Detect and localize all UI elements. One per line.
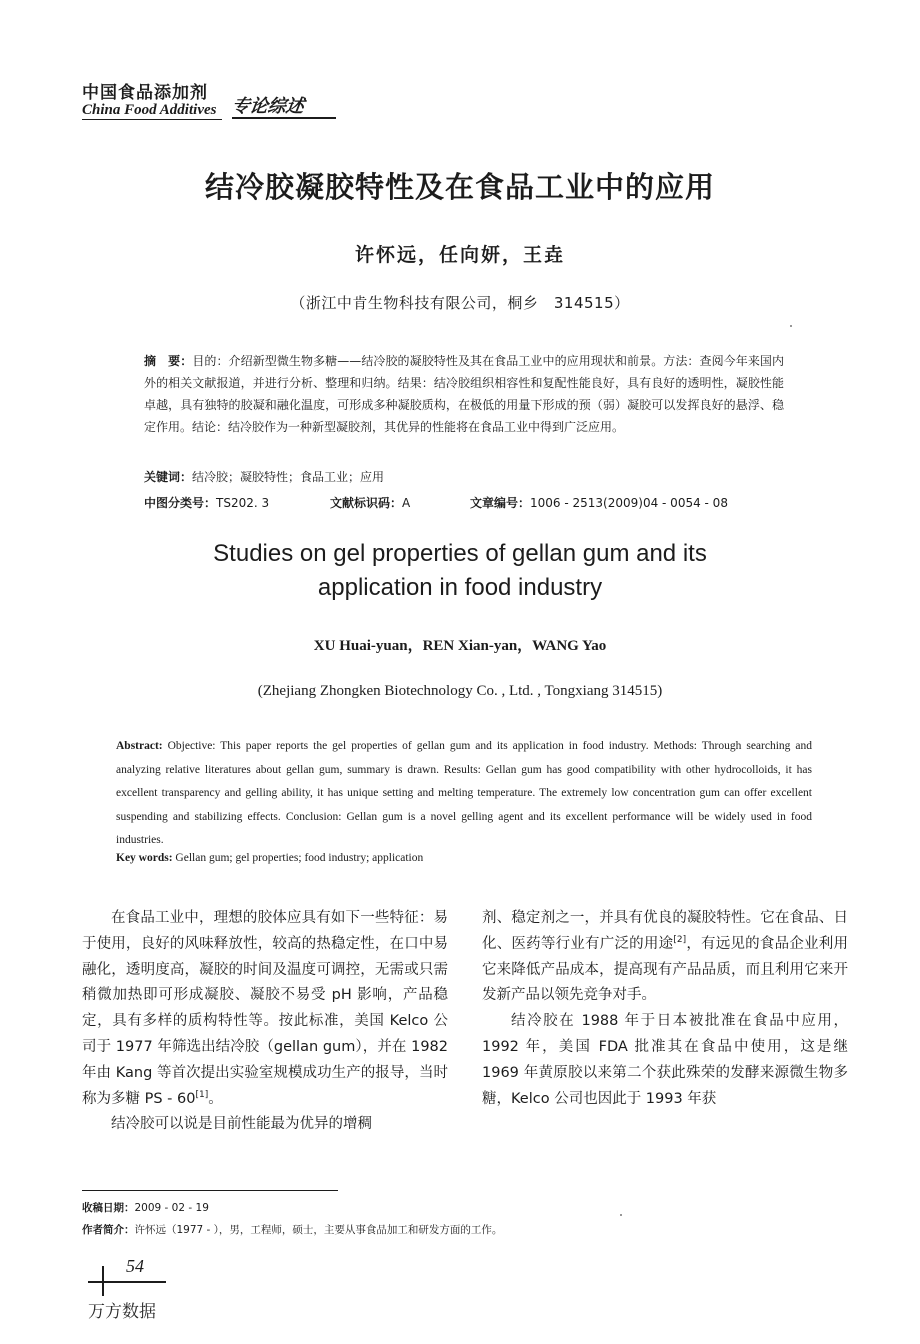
article-no-label: 文章编号： (470, 496, 531, 510)
clc-number (144, 494, 269, 511)
keywords-cn-text: 结冷胶；凝胶特性；食品工业；应用 (192, 470, 385, 484)
clc-value: TS202. 3 (216, 496, 270, 510)
body-column-right (482, 906, 848, 1112)
watermark: 万方数据 (88, 1302, 156, 1322)
abstract-cn (144, 350, 784, 438)
authors-cn: 许怀远，任向妍，王垚 (354, 244, 565, 266)
section-tag-underline (232, 117, 336, 119)
affiliation-en: (Zhejiang Zhongken Biotechnology Co. , Ltd. , Tongxiang 314515) (257, 683, 663, 699)
abstract-cn-label: 摘 要： (144, 354, 193, 368)
scan-speck (790, 325, 792, 327)
journal-title-en: China Food Additives (82, 101, 222, 120)
body-paragraph (82, 906, 448, 1112)
article-title-en (0, 537, 920, 605)
body-text: ，有远见的食品企业利用它来降低产品成本，提高现有产品品质，而且利用它来开发新产品以领先竞争对手。 (482, 935, 848, 1004)
keywords-cn-label: 关键词： (144, 470, 193, 484)
title-en-line-1: Studies on gel properties of gellan gum and its (213, 540, 707, 567)
citation-ref: [2] (673, 934, 687, 945)
section-tag: 专论综述 (230, 96, 306, 117)
body-column-left (82, 906, 448, 1138)
footnote-author (82, 1222, 502, 1237)
abstract-en (116, 735, 812, 853)
abstract-cn-text: 目的：介绍新型微生物多糖——结冷胶的凝胶特性及其在食品工业中的应用现状和前景。方法：查阅今年来国内外的相关文献报道，并进行分析、整理和归纳。结果：结冷胶组织相容性和复配性能良好，具有良好的透明性，凝胶性能卓越，具有独特的胶凝和融化温度，可形成多种凝胶质构，在极低的用量下形成的预（弱）凝胶可以发挥良好的悬浮、稳定作用。结论：结冷胶作为一种新型凝胶剂，其优异的性能将在食品工业中得到广泛应用。 (144, 354, 784, 434)
footnote-received (82, 1200, 209, 1215)
keywords-cn (144, 468, 384, 485)
body-text: 结冷胶在 1988 年于日本被批准在食品中应用，1992 年，美国 FDA 批准其在食品中使用，这是继 1969 年黄原胶以来第二个获此殊荣的发酵来源微生物多糖，Kelco 公司也因此于 1993 年获 (482, 1013, 848, 1107)
doc-code-value: A (402, 496, 411, 510)
body-text: 结冷胶可以说是目前性能最为优异的增稠 (111, 1116, 372, 1133)
citation-ref: [1] (195, 1089, 209, 1100)
keywords-en (116, 852, 423, 864)
page-mark-horizontal (88, 1281, 166, 1283)
body-paragraph (482, 906, 848, 1009)
keywords-en-label: Key words: (116, 852, 173, 864)
doc-code-label: 文献标识码： (330, 496, 403, 510)
document-code (330, 494, 410, 511)
page-mark-vertical (102, 1266, 104, 1296)
body-paragraph (482, 1009, 848, 1112)
body-text: 在食品工业中，理想的胶体应具有如下一些特征：易于使用，良好的风味释放性，较高的热稳定性，在口中易融化，透明度高，凝胶的时间及温度可调控，无需或只需稍微加热即可形成凝胶、凝胶不易受 pH 影响，产品稳定，具有多样的质构特性等。按此标准，美国 Kelco 公司于 1977 年筛选出结冷胶（gellan gum），并在 1982 年由 Kang 等首次提出实验室规模成功生产的报导，当时称为多糖 PS - 60 (82, 910, 448, 1107)
article-title-cn: 结冷胶凝胶特性及在食品工业中的应用 (204, 170, 715, 204)
title-en-line-2: application in food industry (317, 574, 603, 601)
abstract-en-text: Objective: This paper reports the gel properties of gellan gum and its application in food industry. Methods: Through searching and analyzing relative literatures about gellan gum, summary is drawn. Results: Gellan gum has good compatibility with other hydrocolloids, it has excellent transparency and gelling ability, it has unique setting and melting temperature. The extremely low concentration gum can offer excellent suspending and stabilizing effects. Conclusion: Gellan gum is a novel gelling agent and its excellent performance will be widely used in food industries. (116, 740, 812, 846)
page-number: 54 (126, 1256, 144, 1276)
abstract-en-label: Abstract: (116, 740, 163, 752)
author-bio-label: 作者简介： (82, 1224, 135, 1236)
scan-speck (620, 1214, 622, 1216)
author-bio: 许怀远（1977 - ），男，工程师，硕士，主要从事食品加工和研发方面的工作。 (134, 1224, 503, 1236)
received-date: 2009 - 02 - 19 (134, 1202, 209, 1214)
affiliation-cn: （浙江中肯生物科技有限公司，桐乡 314515） (290, 294, 630, 312)
clc-label: 中图分类号： (144, 496, 217, 510)
keywords-en-text: Gellan gum; gel properties; food industry; application (175, 852, 424, 864)
authors-en: XU Huai-yuan，REN Xian-yan，WANG Yao (313, 638, 607, 654)
article-number (470, 494, 728, 511)
article-no-value: 1006 - 2513(2009)04 - 0054 - 08 (530, 496, 728, 510)
body-text: 剂、稳定剂之一，并具有优良的凝胶特性。它在食品、日化、医药等行业有广泛的用途 (482, 910, 848, 952)
received-label: 收稿日期： (82, 1202, 135, 1214)
body-paragraph (82, 1112, 448, 1138)
footnote-divider (82, 1190, 338, 1191)
journal-title-cn: 中国食品添加剂 (82, 83, 208, 103)
body-text: 。 (208, 1090, 223, 1107)
